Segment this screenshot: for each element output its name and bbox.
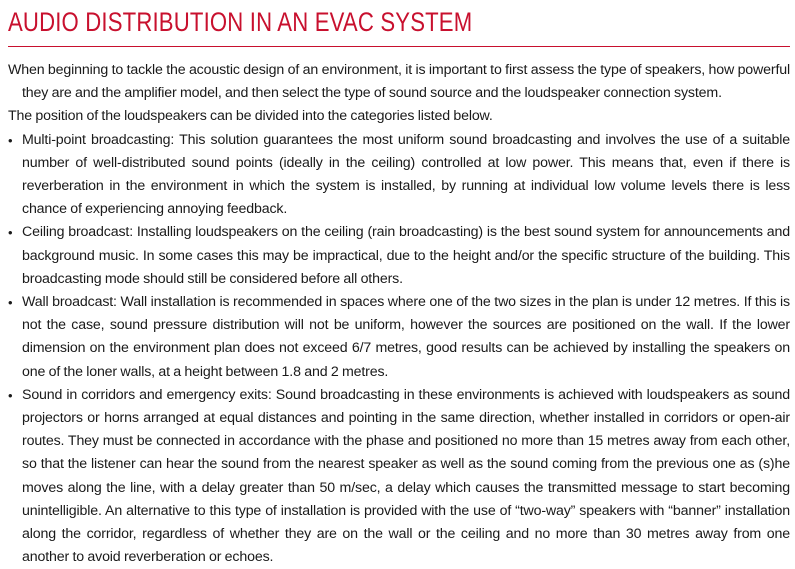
bullet-icon: • xyxy=(8,225,13,241)
document-body xyxy=(8,59,790,569)
title-divider xyxy=(8,46,790,47)
page-title: AUDIO DISTRIBUTION IN AN EVAC SYSTEM xyxy=(8,7,473,37)
list-item-text: Multi-point broadcasting: This solution guarantees the most uniform sound broadcasting and involves the use of a suitable number of well-distributed sound points (ideally in the ceiling) controlled at low power. This means that, even if there is reverberation in the environment in which the system is installed, by running at individual low volume levels there is less chance of experiencing annoying feedback. xyxy=(22,131,790,218)
list-item-text: Wall broadcast: Wall installation is recommended in spaces where one of the two sizes in the plan is under 12 metres. If this is not the case, sound pressure distribution will not be uniform, however the sources are positioned on the wall. If the lower dimension on the environment plan does not exceed 6/7 metres, good results can be achieved by installing the speakers on one of the loner walls, at a height between 1.8 and 2 metres. xyxy=(22,294,790,380)
list-item-wall xyxy=(8,291,790,384)
bullet-icon: • xyxy=(8,295,13,311)
bullet-icon: • xyxy=(8,387,13,403)
list-item-text: Sound in corridors and emergency exits: Sound broadcasting in these environments is achieved with loudspeakers as sound projectors or horns arranged at equal distances and pointing in the same direction, whether installed in corridors or open-air routes. They must be connected in accordance with the phase and positioned no more than 15 metres away from each other, so that the listener can hear the sound from the nearest speaker as well as the sound coming from the previous one as (s)he moves along the line, with a delay greater than 50 m/sec, a delay which causes the transmitted message to start becoming unintelligible. An alternative to this type of installation is provided with the use of “two-way” speakers with “banner” installation along the corridor, regardless of whether they are on the wall or the ceiling and no more than 30 metres away from one another to avoid reverberation or echoes. xyxy=(22,386,790,566)
category-list xyxy=(8,129,790,569)
list-item-ceiling xyxy=(8,221,790,291)
list-item-text: Ceiling broadcast: Installing loudspeakers on the ceiling (rain broadcasting) is the best sound system for announcements and background music. In some cases this may be impractical, due to the height and/or the specific structure of the building. This broadcasting mode should still be considered before all others. xyxy=(22,224,790,287)
bullet-icon: • xyxy=(8,132,13,148)
document-page xyxy=(8,6,790,569)
position-paragraph: The position of the loudspeakers can be divided into the categories listed below. xyxy=(8,108,493,125)
intro-paragraph: When beginning to tackle the acoustic design of an environment, it is important to first assess the type of speakers, how powerful they are and the amplifier model, and then select the type of sound source and the loudspeaker connection system. xyxy=(8,62,790,102)
list-item-corridors xyxy=(8,384,790,569)
list-item-multipoint xyxy=(8,129,790,222)
